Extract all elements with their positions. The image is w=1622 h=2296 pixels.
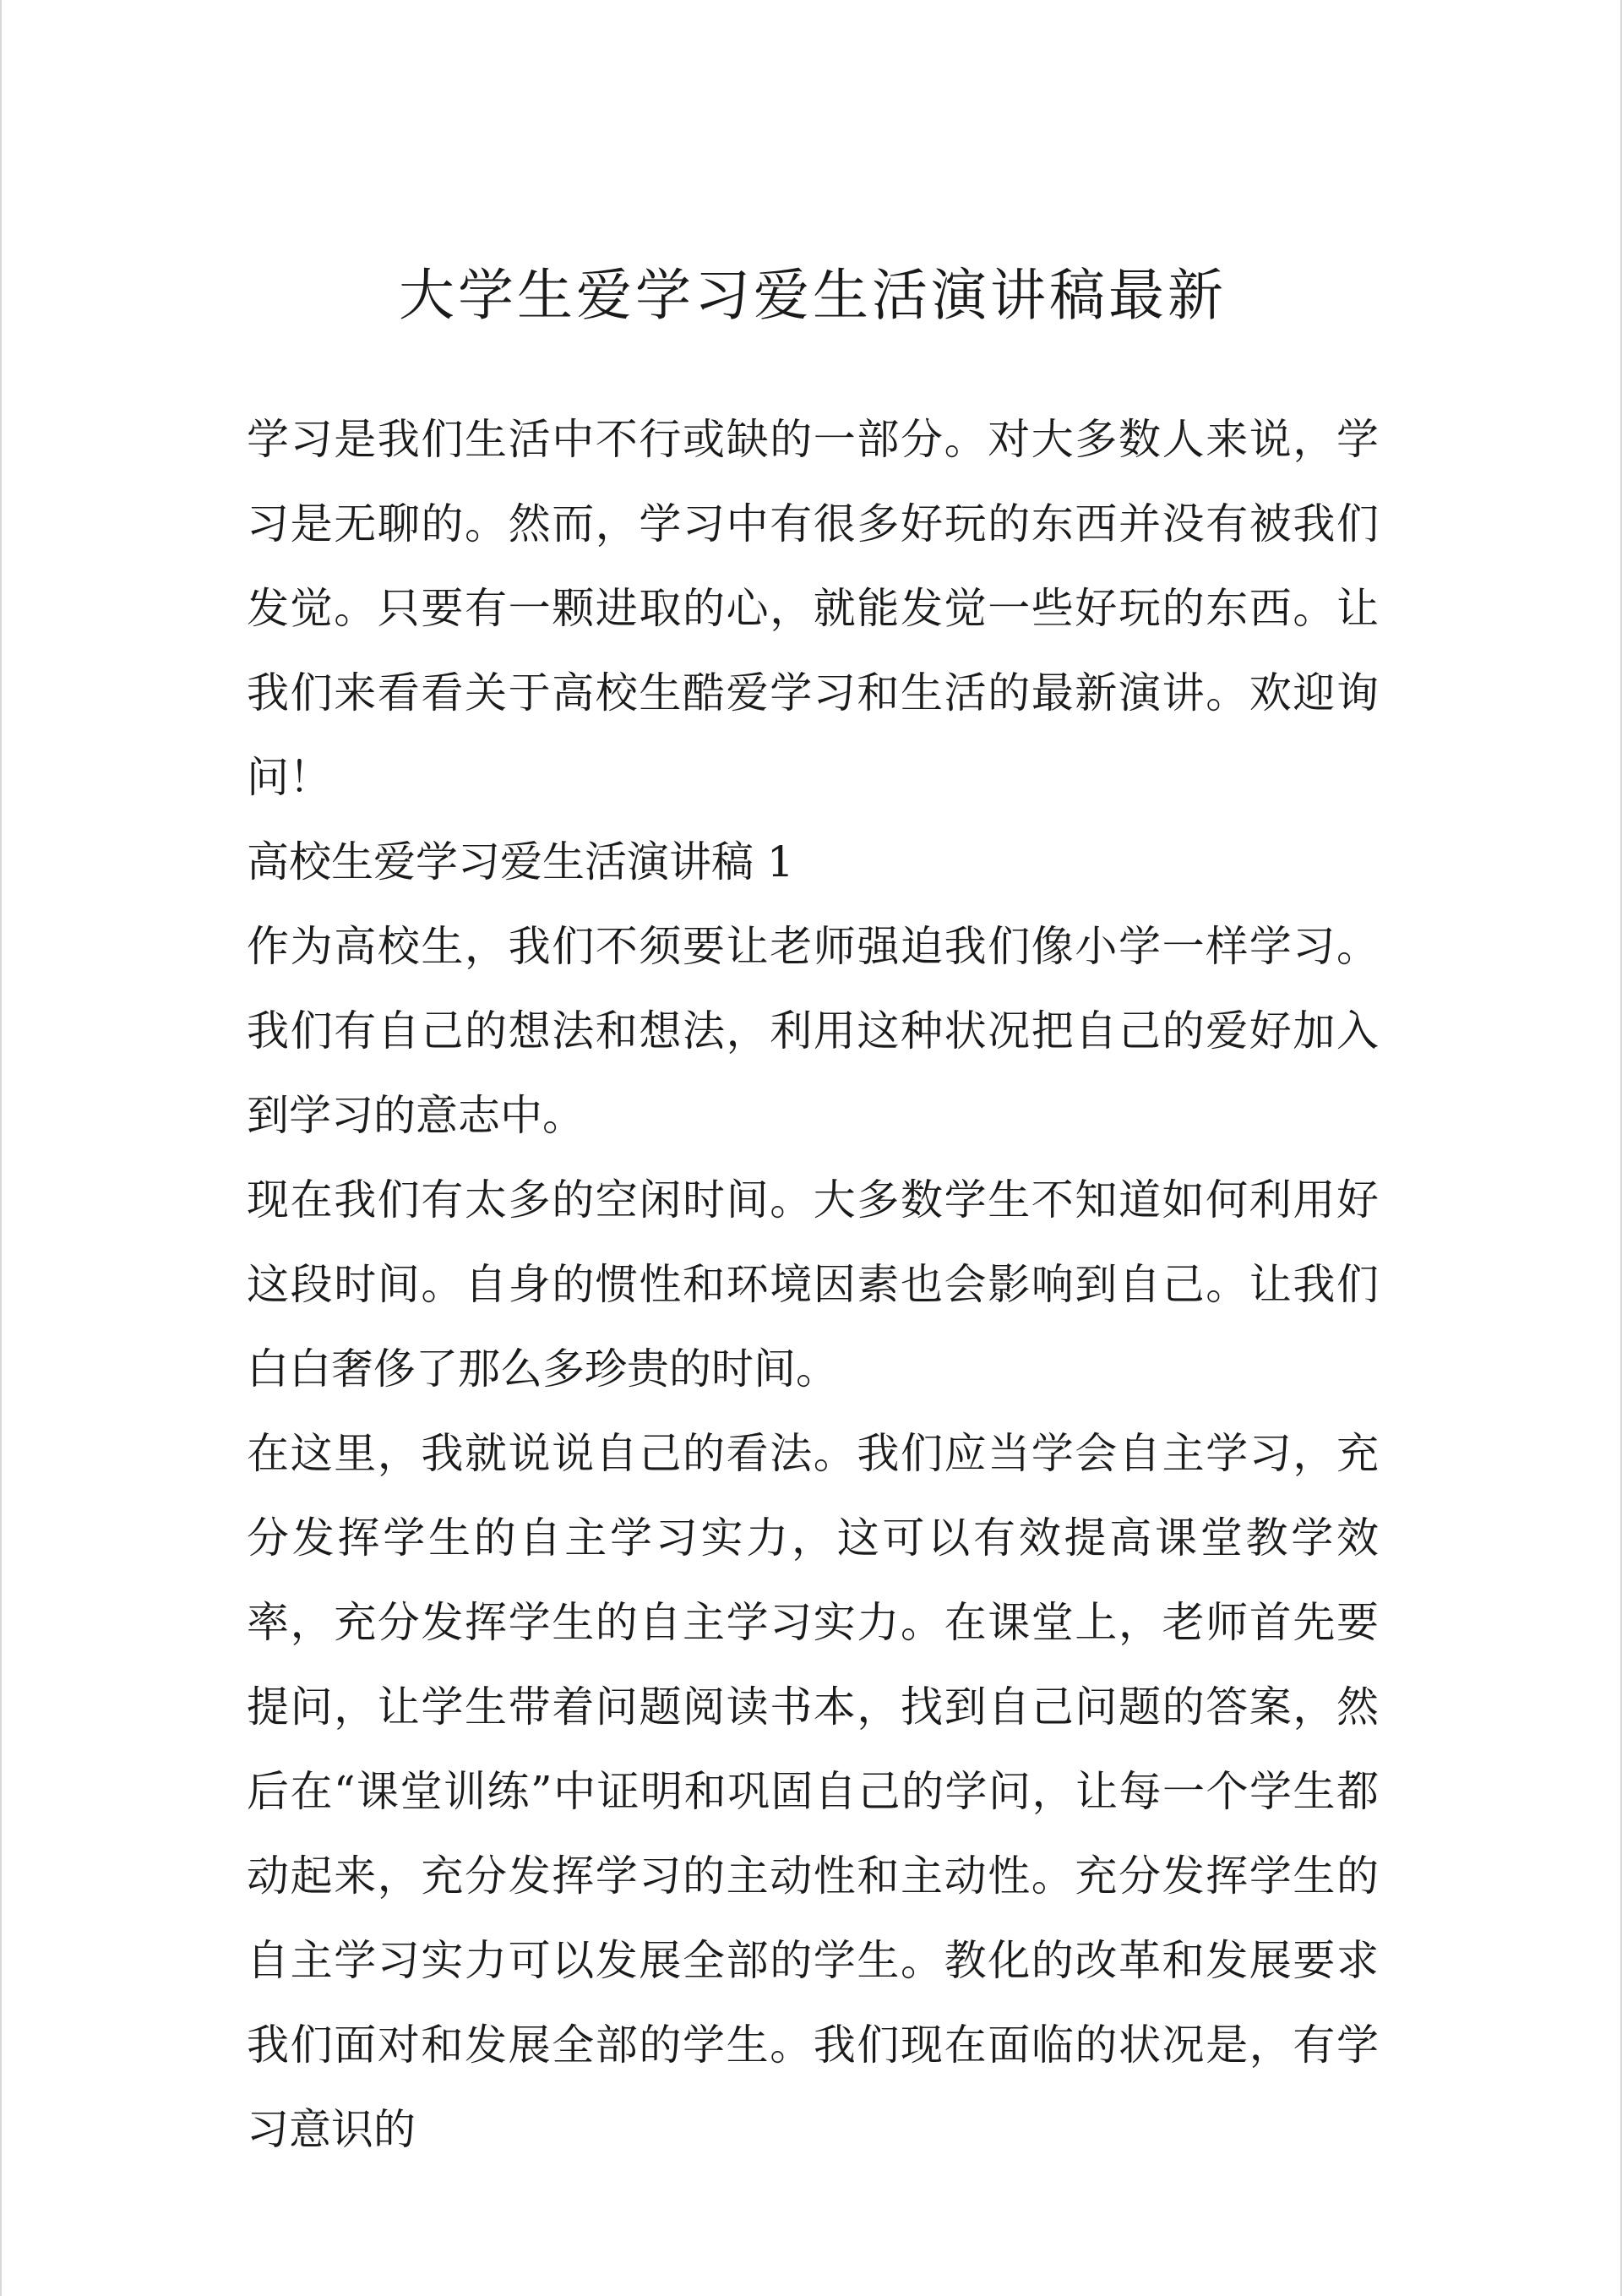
body-paragraph-2: 现在我们有太多的空闲时间。大多数学生不知道如何利用好这段时间。自身的惯性和环境因素也会影响到自己。让我们白白奢侈了那么多珍贵的时间。 bbox=[247, 1175, 1379, 1393]
body-paragraph-3: 在这里，我就说说自己的看法。我们应当学会自主学习，充分发挥学生的自主学习实力，这可以有效提高课堂教学效率，充分发挥学生的自主学习实力。在课堂上，老师首先要提问，让学生带着问题阅读书本，找到自己问题的答案，然后在“课堂训练”中证明和巩固自己的学问，让每一个学生都动起来，充分发挥学习的主动性和主动性。充分发挥学生的自主学习实力可以发展全部的学生。教化的改革和发展要求我们面对和发展全部的学生。我们现在面临的状况是，有学习意识的 bbox=[247, 1429, 1379, 2154]
intro-paragraph: 学习是我们生活中不行或缺的一部分。对大多数人来说，学习是无聊的。然而，学习中有很多好玩的东西并没有被我们发觉。只要有一颗进取的心，就能发觉一些好玩的东西。让我们来看看关于高校生酷爱学习和生活的最新演讲。欢迎询问！ bbox=[247, 415, 1379, 802]
body-paragraph-1: 作为高校生，我们不须要让老师强迫我们像小学一样学习。我们有自己的想法和想法，利用这种状况把自己的爱好加入到学习的意志中。 bbox=[247, 922, 1379, 1140]
document-body bbox=[247, 254, 1379, 2172]
section-heading: 高校生爱学习爱生活演讲稿 1 bbox=[247, 837, 794, 886]
document-title: 大学生爱学习爱生活演讲稿最新 bbox=[399, 263, 1227, 328]
